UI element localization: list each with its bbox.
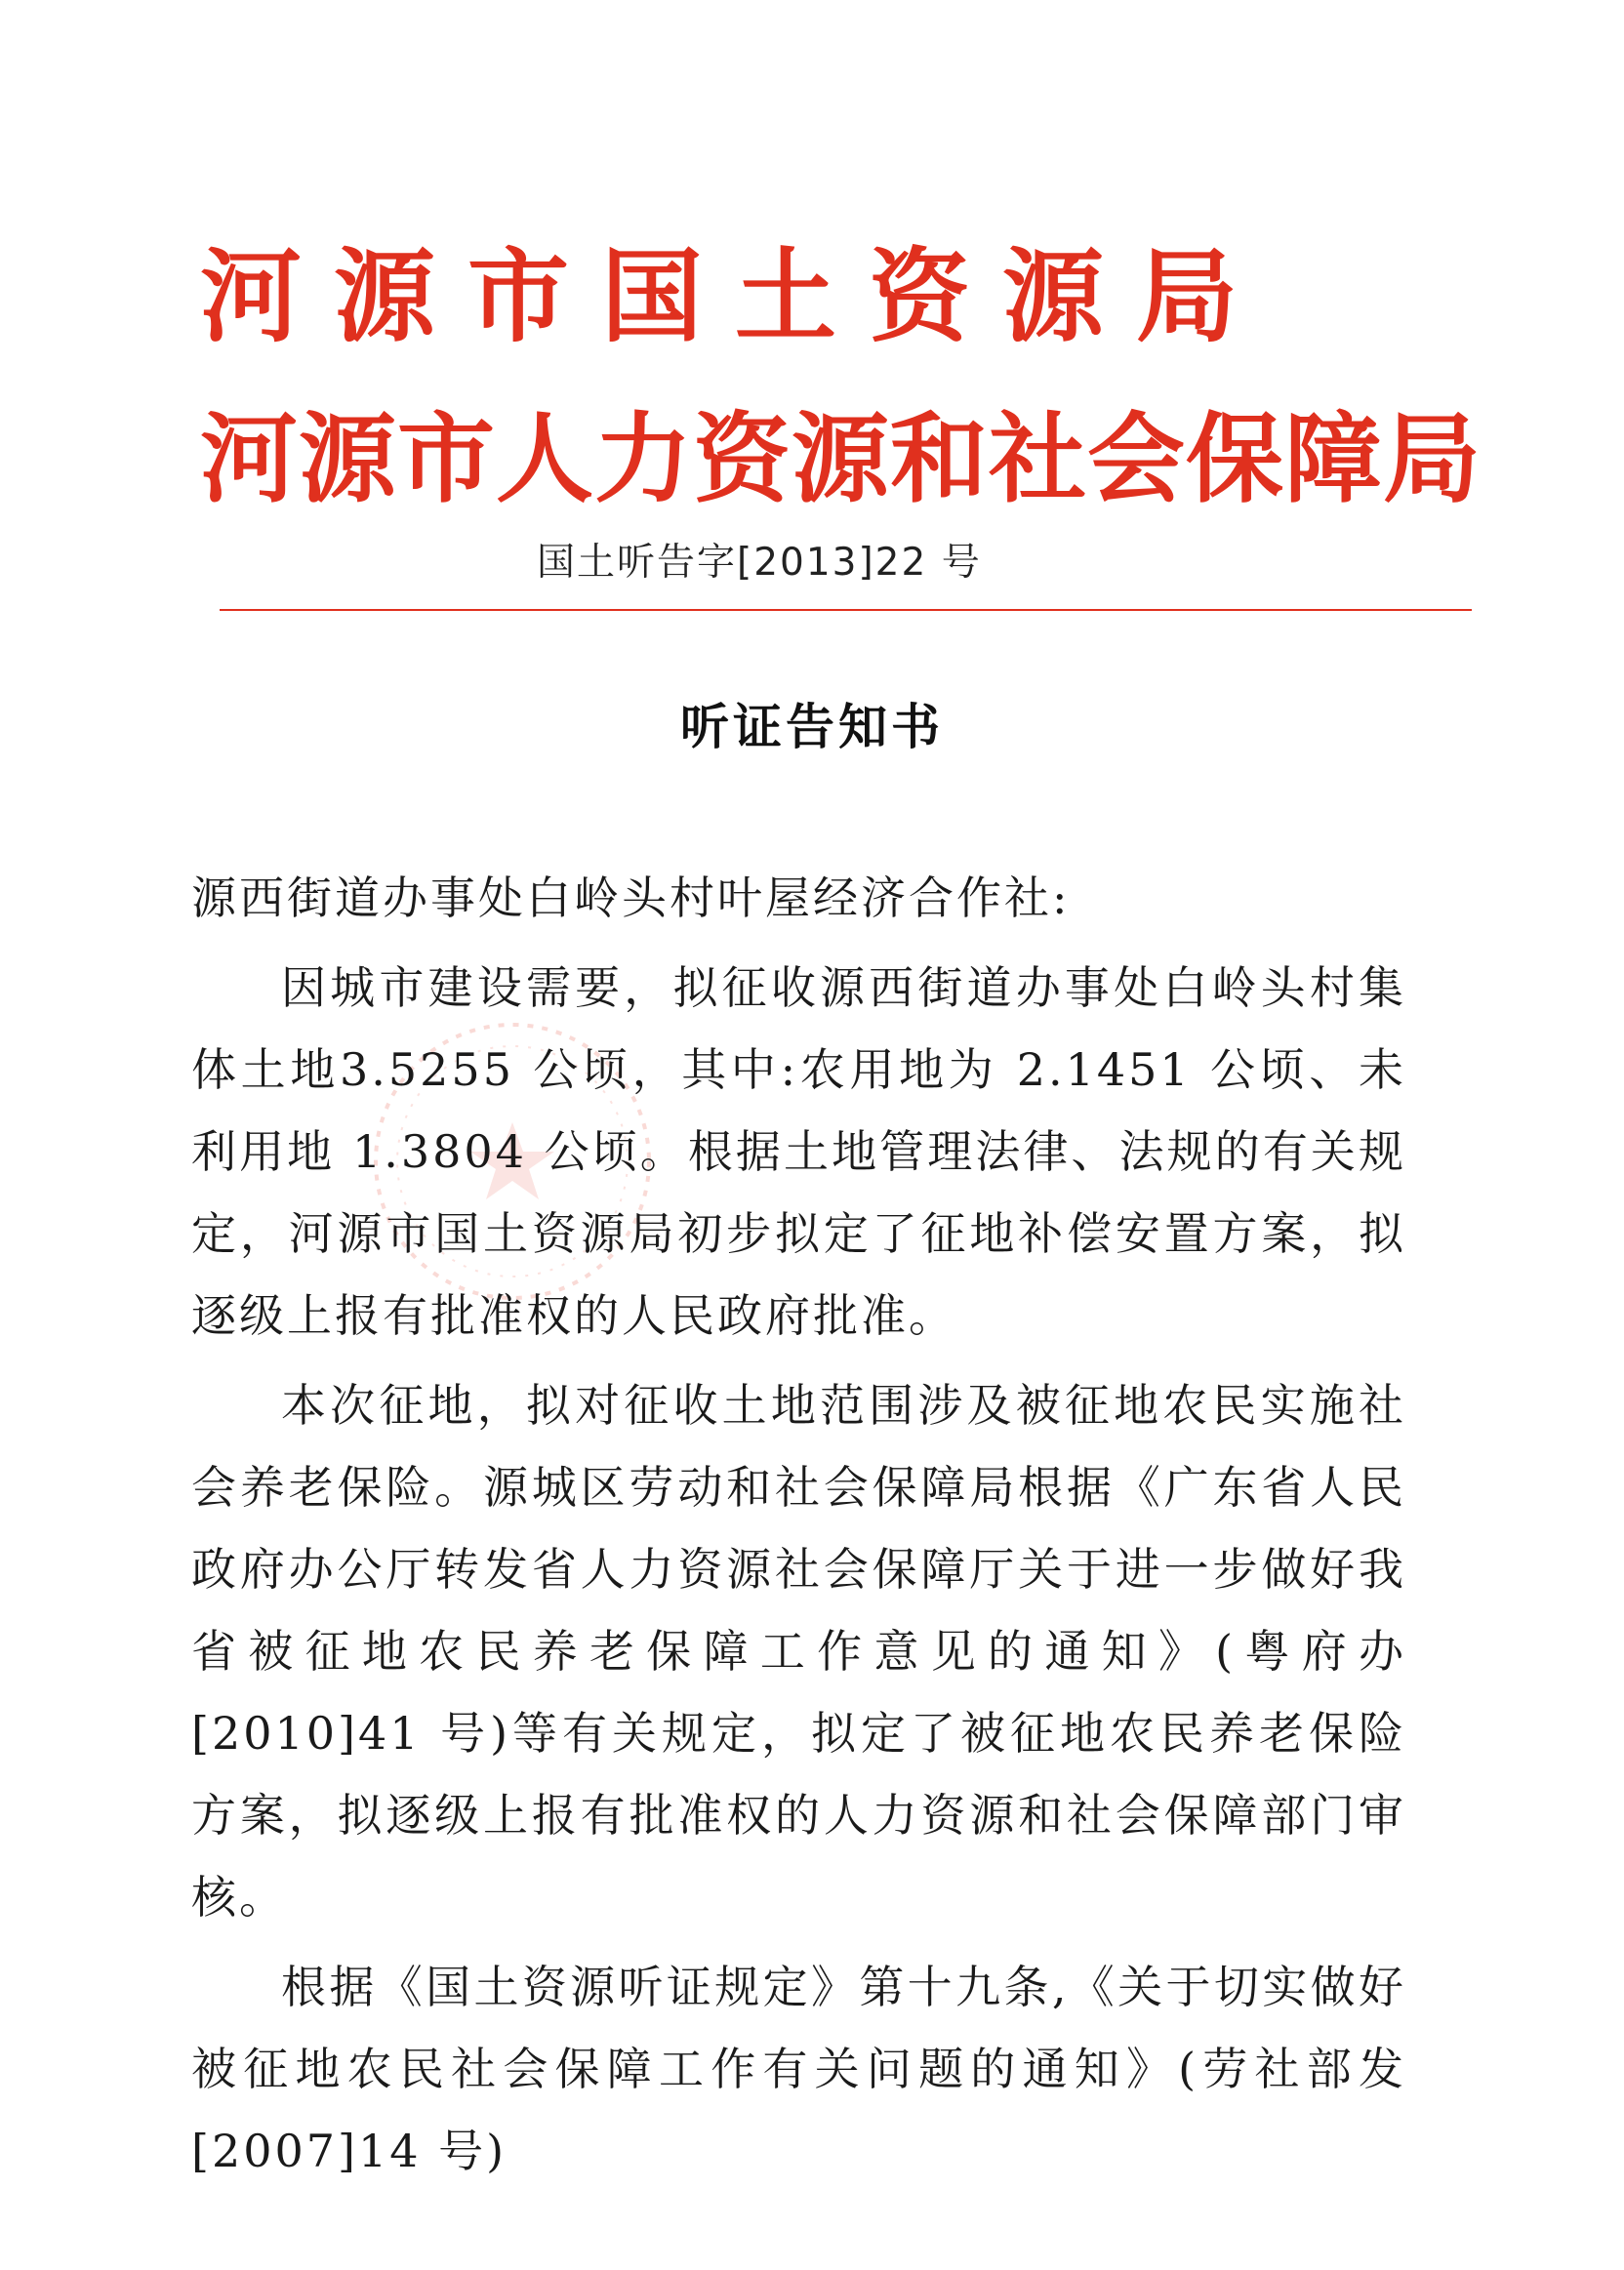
document-number: 国土听告字[2013]22 号: [537, 541, 982, 585]
salutation: 源西街道办事处白岭头村叶屋经济合作社:: [191, 872, 1071, 924]
paragraph-hearing-basis: 根据《国土资源听证规定》第十九条,《关于切实做好被征地农民社会保障工作有关问题的通知》(劳社部发[2007]14 号): [191, 1961, 1406, 2177]
document-title: 听证告知书: [680, 698, 944, 755]
issuer-human-resources-bureau: 河源市人力资源和社会保障局: [200, 401, 1482, 516]
document-body: [191, 857, 1406, 2192]
red-divider-line: [220, 609, 1472, 611]
paragraph-land-acquisition: 因城市建设需要，拟征收源西街道办事处白岭头村集体土地3.5255 公顷，其中:农用地为 2.1451 公顷、未利用地 1.3804 公顷。根据土地管理法律、法规的有关规定，河源市国土资源局初步拟定了征地补偿安置方案，拟逐级上报有批准权的人民政府批准。: [191, 961, 1406, 1342]
paragraph-social-insurance: 本次征地，拟对征收土地范围涉及被征地农民实施社会养老保险。源城区劳动和社会保障局根据《广东省人民政府办公厅转发省人力资源社会保障厅关于进一步做好我省被征地农民养老保障工作意见的通知》(粤府办[2010]41 号)等有关规定，拟定了被征地农民养老保险方案，拟逐级上报有批准权的人力资源和社会保障部门审核。: [191, 1379, 1406, 1924]
issuer-land-resources-bureau: 河源市国土资源局: [200, 236, 1271, 356]
